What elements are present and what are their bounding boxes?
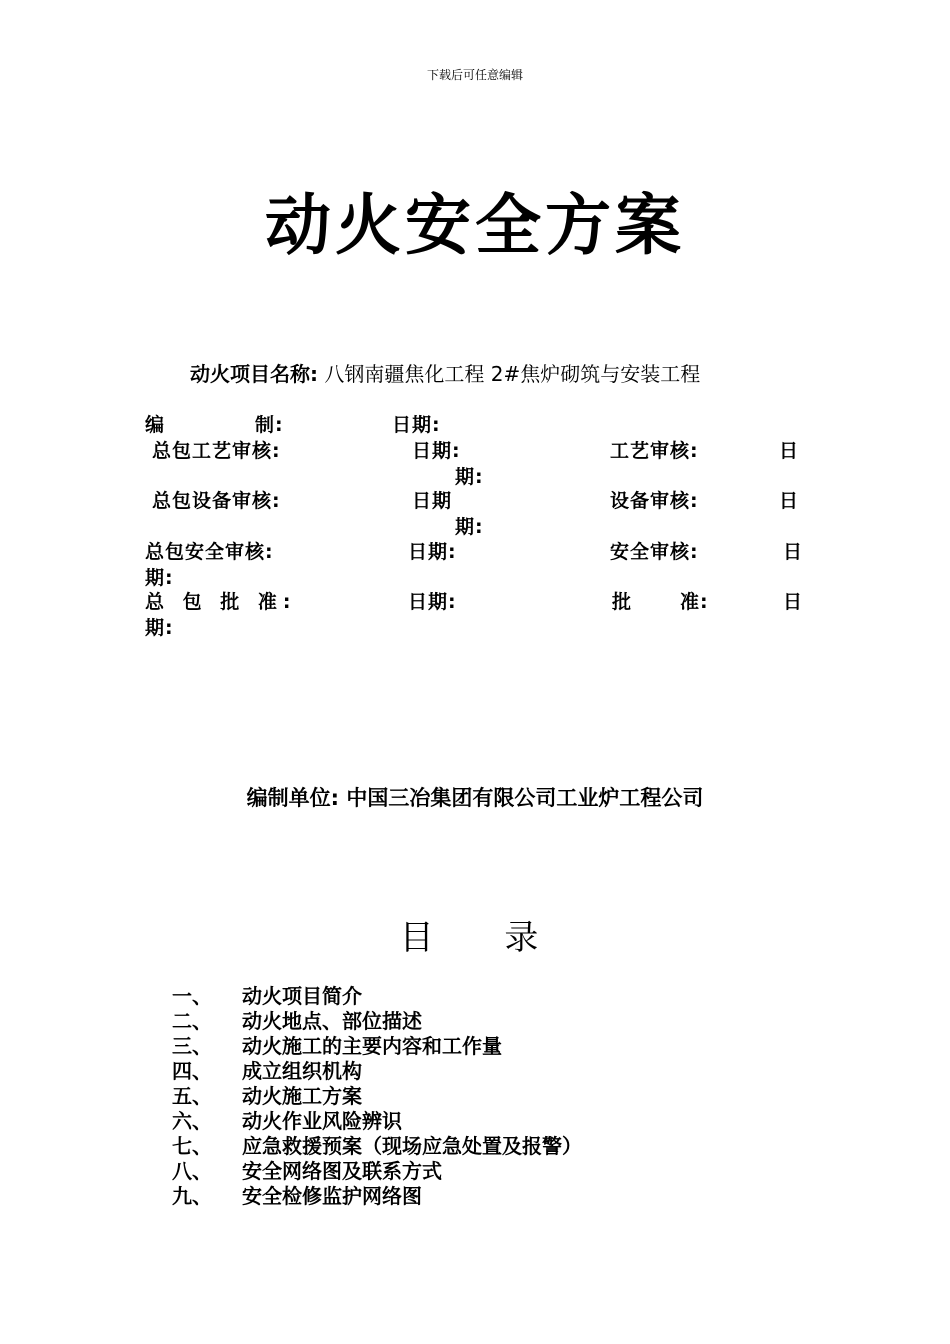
gc-equipment-review-date: 日期 [412,490,453,512]
toc-item-text: 安全网络图及联系方式 [242,1159,442,1183]
toc-item [172,1084,582,1109]
toc-item-text: 安全检修监护网络图 [242,1184,422,1208]
safety-review-date-ri: 日 [783,541,804,563]
toc-item-number: 二、 [172,1009,212,1033]
safety-review-date-qi: 期: [145,567,174,589]
toc-item-number: 八、 [172,1159,212,1183]
toc-item [172,1159,582,1184]
gc-process-review-date: 日期: [412,440,461,462]
toc-item-text: 动火施工的主要内容和工作量 [242,1034,502,1058]
toc-item-number: 六、 [172,1109,212,1133]
gc-safety-review-date: 日期: [408,541,457,563]
project-name-line [190,358,700,387]
header-note: 下载后可任意编辑 [426,68,523,82]
toc-item [172,1009,582,1034]
toc-item [172,1184,582,1209]
project-name-value: 八钢南疆焦化工程 2#焦炉砌筑与安装工程 [324,362,701,386]
toc-item-number: 一、 [172,984,212,1008]
safety-review-label: 安全审核: [610,541,699,563]
gc-approve-label: 总 包 批 准: [145,591,297,613]
process-review-label: 工艺审核: [610,440,699,462]
toc-item-number: 七、 [172,1134,212,1158]
approve-date-ri: 日 [783,591,804,613]
toc-item [172,1134,582,1159]
toc-item-text: 动火施工方案 [242,1084,362,1108]
process-review-date-ri: 日 [779,440,800,462]
equipment-review-label: 设备审核: [610,490,699,512]
gc-process-review-label: 总包工艺审核: [152,440,281,462]
equipment-review-date-qi: 期: [455,516,484,538]
toc-item-text: 动火作业风险辨识 [242,1109,402,1133]
gc-safety-review-label: 总包安全审核: [145,541,274,563]
toc-item [172,984,582,1009]
toc-item-text: 动火项目简介 [242,984,362,1008]
toc-item-number: 九、 [172,1184,212,1208]
toc-item-number: 五、 [172,1084,212,1108]
toc-item [172,1109,582,1134]
compiling-unit: 编制单位: 中国三冶集团有限公司工业炉工程公司 [246,786,704,810]
compile-label-a: 编 [145,414,166,436]
toc-item [172,1059,582,1084]
gc-equipment-review-label: 总包设备审核: [152,490,281,512]
compile-date-label: 日期: [392,414,441,436]
approve-label-b: 准: [680,591,709,613]
toc-item-text: 成立组织机构 [242,1059,362,1083]
toc-item [172,1034,582,1059]
document-title: 动火安全方案 [265,187,685,264]
toc-title: 目 录 [399,918,569,958]
process-review-date-qi: 期: [455,466,484,488]
compile-label-b: 制: [255,414,284,436]
toc-item-text: 应急救援预案（现场应急处置及报警） [242,1134,582,1158]
approve-date-qi: 期: [145,617,174,639]
gc-approve-date: 日期: [408,591,457,613]
toc-item-text: 动火地点、部位描述 [242,1009,422,1033]
toc-list [172,984,582,1209]
equipment-review-date-ri: 日 [779,490,800,512]
toc-item-number: 四、 [172,1059,212,1083]
approve-label-a: 批 [612,591,633,613]
project-name-label: 动火项目名称: [190,362,318,386]
toc-item-number: 三、 [172,1034,212,1058]
